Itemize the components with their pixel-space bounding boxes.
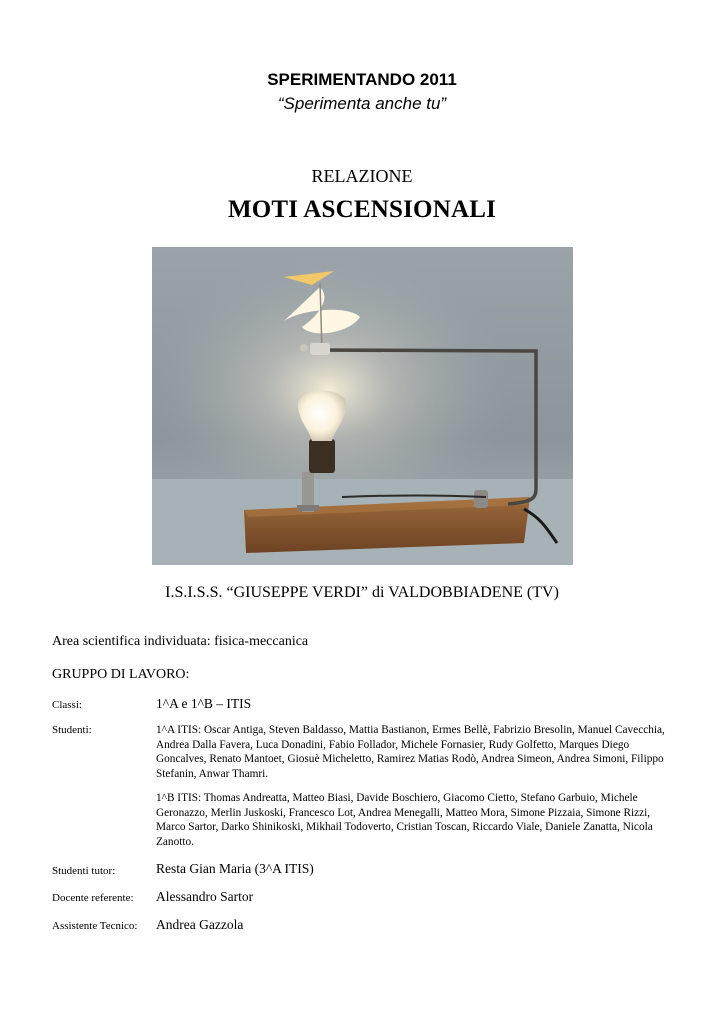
experiment-photo-image [152, 247, 573, 565]
tutor-label: Studenti tutor: [52, 865, 116, 877]
students-label: Studenti: [52, 724, 92, 736]
students-class-b: 1^B ITIS: Thomas Andreatta, Matteo Biasi, Davide Boschiero, Giacomo Cietto, Stefano Garbuio, Michele Geronazzo, Merlin Juskoski, Francesco Lot, Andrea Menegalli, Matteo Mora, Simone Pizzaia, Simone Rizzi, Marco Sartor, Darko Shinikoski, Mikhail Todoverto, Cristian Toscan, Riccardo Viale, Daniele Zanatta, Nicola Zanotto. [156, 792, 653, 848]
work-group-heading: GRUPPO DI LAVORO: [52, 667, 190, 682]
event-title: SPERIMENTANDO 2011 [267, 70, 457, 89]
classes-label: Classi: [52, 699, 82, 711]
technician-value: Andrea Gazzola [156, 917, 244, 932]
event-motto: “Sperimenta anche tu” [277, 94, 447, 113]
teacher-value: Alessandro Sartor [156, 889, 254, 904]
school-name: I.S.I.S.S. “GIUSEPPE VERDI” di VALDOBBIADENE (TV) [165, 584, 559, 601]
document-type: RELAZIONE [311, 166, 413, 186]
students-class-a: 1^A ITIS: Oscar Antiga, Steven Baldasso, Mattia Bastianon, Ermes Bellè, Fabrizio Bresolin, Manuel Cavecchia, Andrea Dalla Favera, Luca Donadini, Fabio Follador, Michele Fornasier, Rudy Golfetto, Marques Diego Goncalves, Renato Mantoet, Giosuè Micheletto, Ramirez Matias Rodò, Andrea Simeon, Andrea Simoni, Filippo Stefanin, Anwar Thamri. [156, 724, 665, 780]
classes-value: 1^A e 1^B – ITIS [156, 696, 252, 711]
scientific-area: Area scientifica individuata: fisica-meccanica [52, 634, 309, 649]
tutor-value: Resta Gian Maria (3^A ITIS) [156, 861, 314, 876]
document-title: MOTI ASCENSIONALI [227, 196, 497, 223]
experiment-photo [152, 247, 573, 565]
teacher-label: Docente referente: [52, 892, 134, 904]
technician-label: Assistente Tecnico: [52, 920, 138, 932]
